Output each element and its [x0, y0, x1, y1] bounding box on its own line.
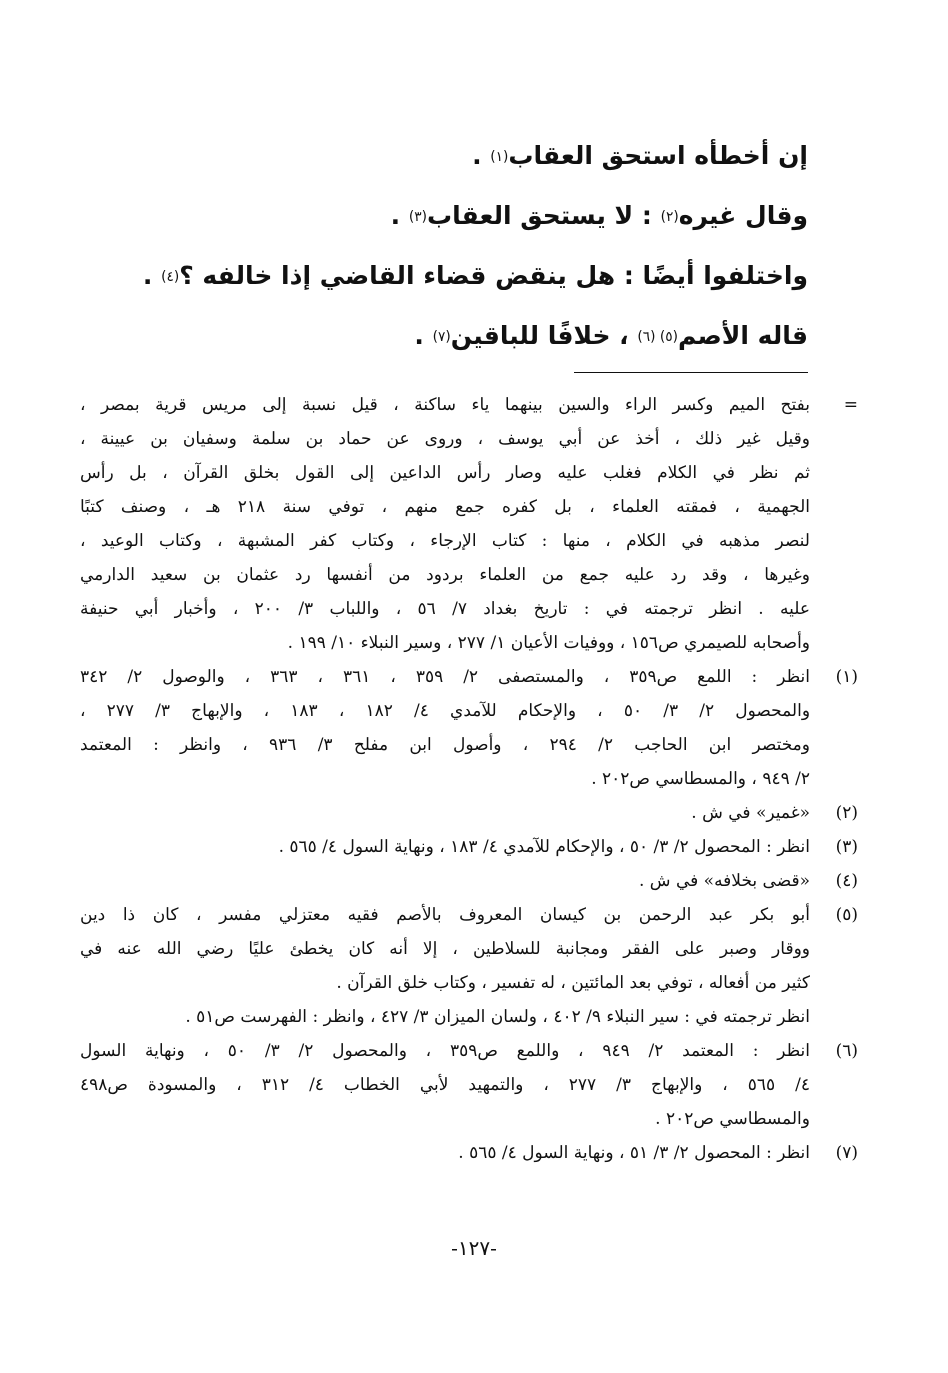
footnote-line: وقيل غير ذلك ، أخذ عن أبي يوسف ، وروى عن حماد بن سلمة وسفيان بن عيينة ،: [80, 429, 810, 449]
main-text-line: وقال غيره$^{(٢)}$ : لا يستحق العقاب$^{(٣)}$ .: [390, 201, 808, 230]
footnote-line: ثم نظر في الكلام فغلب عليه وصار رأس الداعين إلى القول بخلق القرآن ، بل رأس: [80, 463, 810, 483]
footnote-ref: (١): [490, 149, 509, 166]
footnote-line: الجهمية ، فمقته العلماء ، بل كفره جمع منهم ، توفي سنة ٢١٨ هـ ، وصنف كتبًا: [80, 497, 810, 517]
footnote-marker: (٤): [835, 871, 858, 891]
footnote-line: انظر : اللمع ص٣٥٩ ، والمستصفى ٢/ ٣٥٩ ، ٣٦١ ، ٣٦٣ ، والوصول ٢/ ٣٤٢: [80, 667, 811, 687]
footnote-line: كثير من أفعاله ، توفي بعد المائتين ، له تفسير ، وكتاب خلق القرآن .: [336, 973, 810, 993]
footnote-marker: (٣): [835, 837, 858, 857]
footnote-line: ومختصر ابن الحاجب ٢/ ٢٩٤ ، وأصول ابن مفلح ٣/ ٩٣٦ ، وانظر : المعتمد: [80, 735, 810, 755]
footnote-marker: (١): [835, 667, 858, 687]
main-text-line: إن أخطأه استحق العقاب$^{(١)}$ .: [472, 141, 808, 170]
footnote-line: ٤/ ٥٦٥ ، والإبهاج ٣/ ٢٧٧ ، والتمهيد لأبي الخطاب ٤/ ٣١٢ ، والمسودة ص٤٩٨: [80, 1075, 810, 1095]
footnote-1: [80, 660, 858, 796]
footnote-7: [80, 1136, 858, 1170]
main-text: [128, 126, 808, 366]
footnote-line: «غمير» في ش .: [691, 803, 810, 823]
footnote-line: عليه . انظر ترجمته في : تاريخ بغداد ٧/ ٥٦ ، واللباب ٣/ ٢٠٠ ، وأخبار أبي حنيفة: [80, 599, 810, 619]
footnote-line: أبو بكر عبد الرحمن بن كيسان المعروف بالأصم فقيه معتزلي مفسر ، كان ذا دين: [80, 905, 810, 925]
footnote-line: انظر : المعتمد ٢/ ٩٤٩ ، واللمع ص٣٥٩ ، والمحصول ٢/ ٣/ ٥٠ ، ونهاية السول: [80, 1041, 810, 1061]
footnote-3: [80, 830, 858, 864]
footnote-6: [80, 1034, 858, 1136]
footnote-marker: (٥): [835, 905, 858, 925]
main-text-line: واختلفوا أيضًا : هل ينقض قضاء القاضي إذا خالفه ؟$^{(٤)}$ .: [142, 261, 808, 290]
page-number: -١٢٧-: [451, 1236, 497, 1260]
footnote-line: وأصحابه للصيمري ص١٥٦ ، ووفيات الأعيان ١/ ٢٧٧ ، وسير النبلاء ١٠/ ١٩٩ .: [287, 633, 810, 653]
footnote-line: «قضى بخلافه» في ش .: [639, 871, 810, 891]
footnote-marker: (٢): [835, 803, 858, 823]
footnote-line: بفتح الميم وكسر الراء والسين بينهما ياء ساكنة ، قيل نسبة إلى مريس قرية بمصر ،: [80, 395, 810, 415]
footnote-5: [80, 898, 858, 1034]
footnote-ref: (٣): [408, 209, 427, 226]
footnote-marker: =: [843, 395, 858, 415]
footnote-line: انظر : المحصول ٢/ ٣/ ٥١ ، ونهاية السول ٤/ ٥٦٥ .: [458, 1143, 810, 1163]
footnote-ref: (٥) (٦): [637, 329, 679, 346]
footnotes: [80, 388, 858, 1170]
footnote-line: وغيرها ، وقد رد عليه جمع من العلماء بردود من أنفسها رد عثمان بن سعيد الدارمي: [80, 565, 810, 585]
footnote-ref: (٢): [660, 209, 679, 226]
footnote-2: [80, 796, 858, 830]
footnote-ref: (٤): [161, 269, 180, 286]
footnote-line: والمسطاسي ص٢٠٢ .: [655, 1109, 810, 1129]
footnote-separator: [574, 372, 808, 373]
footnote-continued: [80, 388, 858, 660]
footnote-line: انظر ترجمته في : سير النبلاء ٩/ ٤٠٢ ، ولسان الميزان ٣/ ٤٢٧ ، وانظر : الفهرست ص٥١ .: [185, 1007, 810, 1027]
footnote-line: ٢/ ٩٤٩ ، والمسطاسي ص٢٠٢ .: [591, 769, 810, 789]
footnote-line: ووقار وصبر على الفقر ومجانبة للسلاطين ، إلا أنه كان يخطئ عليًا رضي الله عنه في: [80, 939, 810, 959]
footnote-marker: (٦): [835, 1041, 858, 1061]
footnote-4: [80, 864, 858, 898]
main-text-line: قاله الأصم$^{(٥) (٦)}$ ، خلافًا للباقين$^{(٧)}$ .: [414, 321, 808, 350]
footnote-line: انظر : المحصول ٢/ ٣/ ٥٠ ، والإحكام للآمدي ٤/ ١٨٣ ، ونهاية السول ٤/ ٥٦٥ .: [278, 837, 810, 857]
footnote-line: لنصر مذهبه في الكلام ، منها : كتاب الإرجاء ، وكتاب كفر المشبهة ، وكتاب الوعيد ،: [80, 531, 810, 551]
footnote-marker: (٧): [835, 1143, 858, 1163]
footnote-line: والمحصول ٢/ ٣/ ٥٠ ، والإحكام للآمدي ٤/ ١٨٢ ، ١٨٣ ، والإبهاج ٣/ ٢٧٧ ،: [80, 701, 811, 721]
footnote-ref: (٧): [432, 329, 451, 346]
